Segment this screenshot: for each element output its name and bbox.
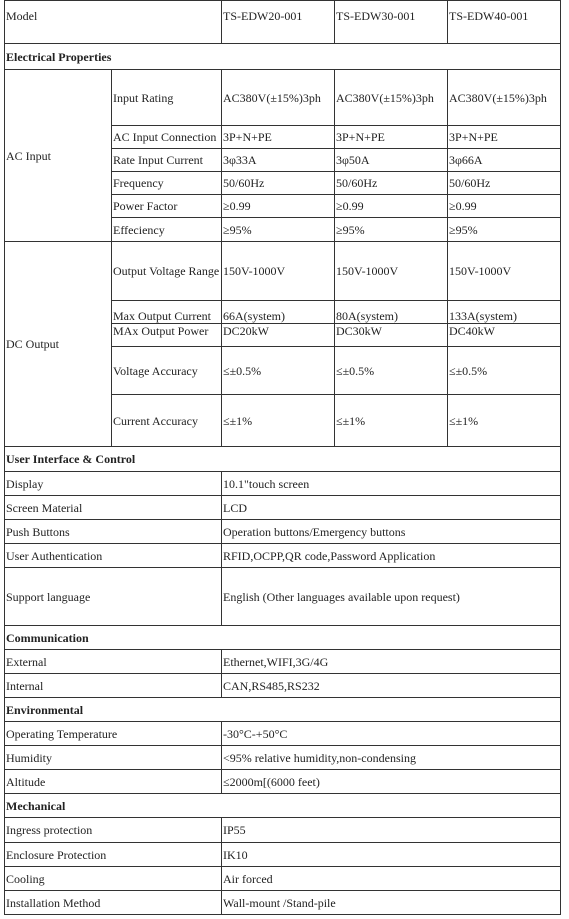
cell-value: ≤±0.5% [335,347,448,395]
cell-value: DC40kW [448,324,561,347]
model-name: TS-EDW40-001 [448,1,561,44]
cell-value: IP55 [222,818,561,843]
cell-value: 50/60Hz [448,172,561,195]
cell-value: ≥95% [448,218,561,242]
cell-value: AC380V(±15%)3ph [335,70,448,126]
cell-value: IK10 [222,843,561,867]
row-label: Rate Input Current [112,149,222,172]
cell-value: 150V-1000V [448,242,561,301]
cell-value: 150V-1000V [222,242,335,301]
row-label: External [5,650,222,674]
cell-value: LCD [222,496,561,520]
row-label: Enclosure Protection [5,843,222,867]
cell-value: 150V-1000V [335,242,448,301]
row-label: Altitude [5,770,222,794]
section-title: User Interface & Control [5,447,561,472]
table-row [5,891,561,915]
row-label: Voltage Accuracy [112,347,222,395]
cell-value: ≥95% [335,218,448,242]
cell-value: ≤±1% [448,395,561,447]
cell-value: ≤±1% [335,395,448,447]
table-row [5,568,561,626]
cell-value: CAN,RS485,RS232 [222,674,561,698]
cell-value: ≥0.99 [448,195,561,218]
table-row [5,843,561,867]
cell-value: ≤±0.5% [222,347,335,395]
cell-value: 3P+N+PE [222,126,335,149]
row-label: Power Factor [112,195,222,218]
cell-value: Air forced [222,867,561,891]
model-row [5,1,561,44]
table-row [5,722,561,746]
cell-value: -30°C-+50°C [222,722,561,746]
cell-value: ≤±0.5% [448,347,561,395]
table-row [5,867,561,891]
row-label: Installation Method [5,891,222,915]
row-label: Internal [5,674,222,698]
row-label: Max Output Current [112,301,222,324]
cell-value: Wall-mount /Stand-pile [222,891,561,915]
cell-value: 3φ66A [448,149,561,172]
row-label: Effeciency [112,218,222,242]
cell-value: ≥0.99 [222,195,335,218]
row-label: Frequency [112,172,222,195]
cell-value: 50/60Hz [335,172,448,195]
table-row [5,544,561,568]
row-label: Humidity [5,746,222,770]
table-row [5,770,561,794]
section-title: Electrical Properties [5,44,561,70]
table-row [5,242,561,301]
section-title: Mechanical [5,794,561,818]
row-label: Push Buttons [5,520,222,544]
row-label: MAx Output Power [112,324,222,347]
row-label: Operating Temperature [5,722,222,746]
row-label: AC Input Connection [112,126,222,149]
cell-value: 50/60Hz [222,172,335,195]
cell-value: DC30kW [335,324,448,347]
cell-value: English (Other languages available upon request) [222,568,561,626]
model-name: TS-EDW30-001 [335,1,448,44]
cell-value: 10.1"touch screen [222,472,561,496]
table-row [5,746,561,770]
cell-value: ≥95% [222,218,335,242]
cell-value: 66A(system) [222,301,335,324]
cell-value: 3φ33A [222,149,335,172]
row-label: Screen Material [5,496,222,520]
cell-value: Ethernet,WIFI,3G/4G [222,650,561,674]
row-label: Input Rating [112,70,222,126]
spec-table [4,0,561,915]
group-label: DC Output [5,242,112,447]
cell-value: 3φ50A [335,149,448,172]
row-label: User Authentication [5,544,222,568]
table-row [5,496,561,520]
cell-value: <95% relative humidity,non-condensing [222,746,561,770]
model-label: Model [5,1,222,44]
cell-value: 3P+N+PE [335,126,448,149]
cell-value: Operation buttons/Emergency buttons [222,520,561,544]
table-row [5,674,561,698]
row-label: Display [5,472,222,496]
row-label: Support language [5,568,222,626]
cell-value: ≥0.99 [335,195,448,218]
table-row [5,70,561,126]
cell-value: AC380V(±15%)3ph [222,70,335,126]
row-label: Cooling [5,867,222,891]
section-title: Environmental [5,698,561,722]
cell-value: 3P+N+PE [448,126,561,149]
row-label: Current Accuracy [112,395,222,447]
group-label: AC Input [5,70,112,242]
table-row [5,472,561,496]
table-row [5,650,561,674]
cell-value: ≤±1% [222,395,335,447]
cell-value: ≤2000m[(6000 feet) [222,770,561,794]
section-title: Communication [5,626,561,650]
table-row [5,520,561,544]
row-label: Output Voltage Range [112,242,222,301]
row-label: Ingress protection [5,818,222,843]
model-name: TS-EDW20-001 [222,1,335,44]
cell-value: 133A(system) [448,301,561,324]
table-row [5,818,561,843]
cell-value: DC20kW [222,324,335,347]
cell-value: AC380V(±15%)3ph [448,70,561,126]
cell-value: 80A(system) [335,301,448,324]
cell-value: RFID,OCPP,QR code,Password Application [222,544,561,568]
